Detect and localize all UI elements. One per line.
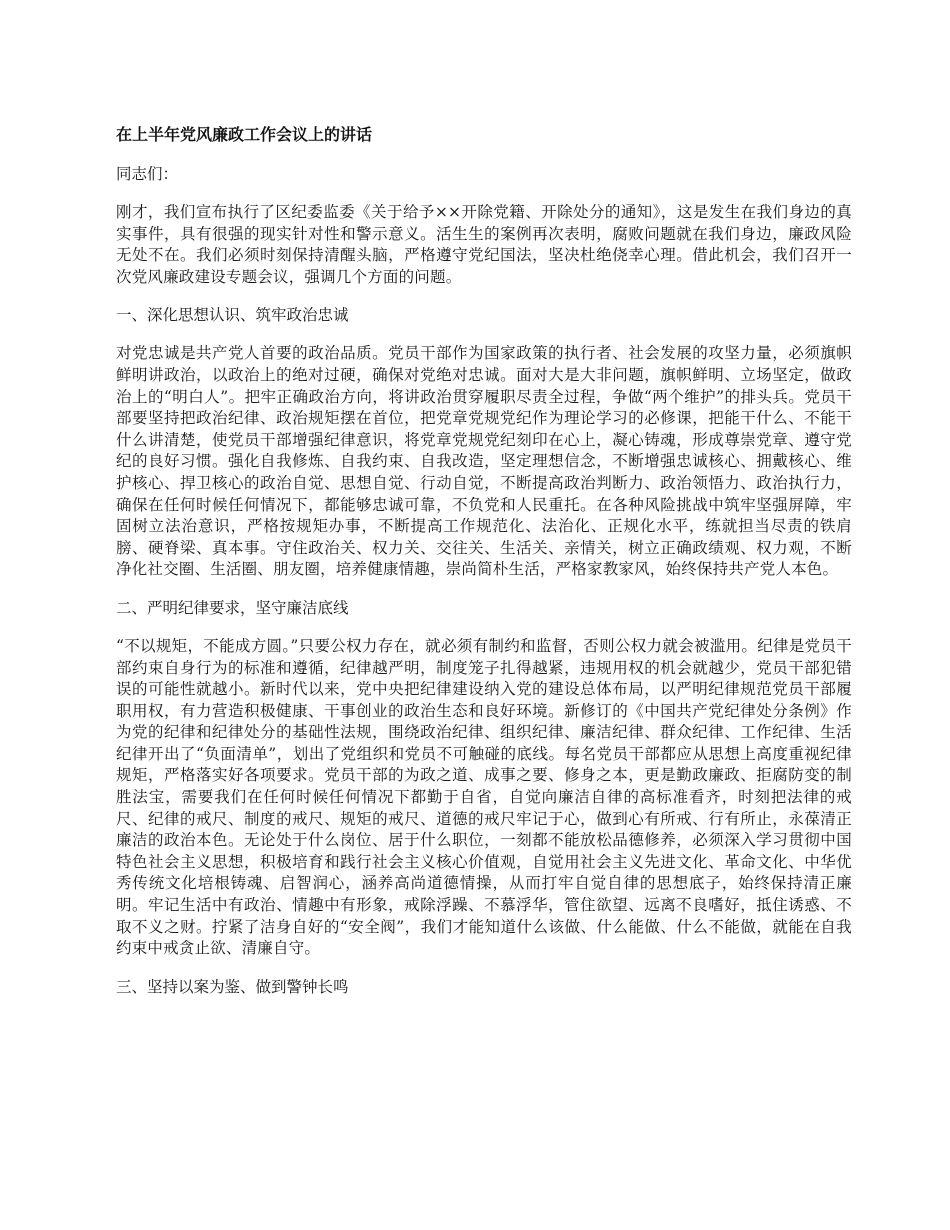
section-paragraph: “不以规矩，不能成方圆。”只要公权力存在，就必须有制约和监督，否则公权力就会被滥用。纪律是党员干部约束自身行为的标准和遵循，纪律越严明，制度笼子扎得越紧，违规用权的机会就越少，党员干部犯错误的可能性就越小。新时代以来，党中央把纪律建设纳入党的建设总体布局，以严明纪律规范党员干部履职用权，有力营造积极健康、干事创业的政治生态和良好环境。新修订的《中国共产党纪律处分条例》作为党的纪律和纪律处分的基础性法规，围绕政治纪律、组织纪律、廉洁纪律、群众纪律、工作纪律、生活纪律开出了“负面清单”，划出了党组织和党员不可触碰的底线。每名党员干部都应从思想上高度重视纪律规矩，严格落实好各项要求。党员干部的为政之道、成事之要、修身之本，更是勤政廉政、拒腐防变的制胜法宝，需要我们在任何时候任何情况下都勤于自省，自觉向廉洁自律的高标准看齐，时刻把法律的戒尺、纪律的戒尺、制度的戒尺、规矩的戒尺、道德的戒尺牢记于心，做到心有所戒、行有所止，永葆清正廉洁的政治本色。无论处于什么岗位、居于什么职位，一刻都不能放松品德修养，必须深入学习贯彻中国特色社会主义思想，积极培育和践行社会主义核心价值观，自觉用社会主义先进文化、革命文化、中华优秀传统文化培根铸魂、启智润心，涵养高尚道德情操，从而打牢自觉自律的思想底子，始终保持清正廉明。牢记生活中有政治、情趣中有形象，戒除浮躁、不慕浮华，管住欲望、远离不良嗜好，抵住诱惑、不取不义之财。拧紧了洁身自好的“安全阀”，我们才能知道什么该做、什么能做、什么不能做，就能在自我约束中戒贪止欲、清廉自守。 [116,636,852,958]
intro-paragraph: 刚才，我们宣布执行了区纪委监委《关于给予××开除党籍、开除处分的通知》，这是发生在我们身边的真实事件，具有很强的现实针对性和警示意义。活生生的案例再次表明，腐败问题就在我们身边，廉政风险无处不在。我们必须时刻保持清醒头脑，严格遵守党纪国法，坚决杜绝侥幸心理。借此机会，我们召开一次党风廉政建设专题会议，强调几个方面的问题。 [116,203,852,286]
section-heading: 一、深化思想认识、筑牢政治忠诚 [116,306,349,325]
section-paragraph: 对党忠诚是共产党人首要的政治品质。党员干部作为国家政策的执行者、社会发展的攻坚力量，必须旗帜鲜明讲政治，以政治上的绝对过硬，确保对党绝对忠诚。面对大是大非问题，旗帜鲜明、立场坚定，做政治上的“明白人”。把牢正确政治方向，将讲政治贯穿履职尽责全过程，争做“两个维护”的排头兵。党员干部要坚持把政治纪律、政治规矩摆在首位，把党章党规党纪作为理论学习的必修课，把能干什么、不能干什么讲清楚，使党员干部增强纪律意识，将党章党规党纪刻印在心上，凝心铸魂，形成尊崇党章、遵守党纪的良好习惯。强化自我修炼、自我约束、自我改造，坚定理想信念，不断增强忠诚核心、拥戴核心、维护核心、捍卫核心的政治自觉、思想自觉、行动自觉，不断提高政治判断力、政治领悟力、政治执行力，确保在任何时候任何情况下，都能够忠诚可靠，不负党和人民重托。在各种风险挑战中筑牢坚强屏障，牢固树立法治意识，严格按规矩办事，不断提高工作规范化、法治化、正规化水平，练就担当尽责的铁肩膀、硬脊梁、真本事。守住政治关、权力关、交往关、生活关、亲情关，树立正确政绩观、权力观，不断净化社交圈、生活圈、朋友圈，培养健康情趣，崇尚简朴生活，严格家教家风，始终保持共产党人本色。 [116,344,852,579]
salutation: 同志们： [116,165,179,183]
section-heading: 三、坚持以案为鉴、做到警钟长鸣 [116,977,349,996]
document-page [116,124,852,1015]
section-heading: 二、严明纪律要求，坚守廉洁底线 [116,598,349,617]
document-title: 在上半年党风廉政工作会议上的讲话 [116,125,373,144]
